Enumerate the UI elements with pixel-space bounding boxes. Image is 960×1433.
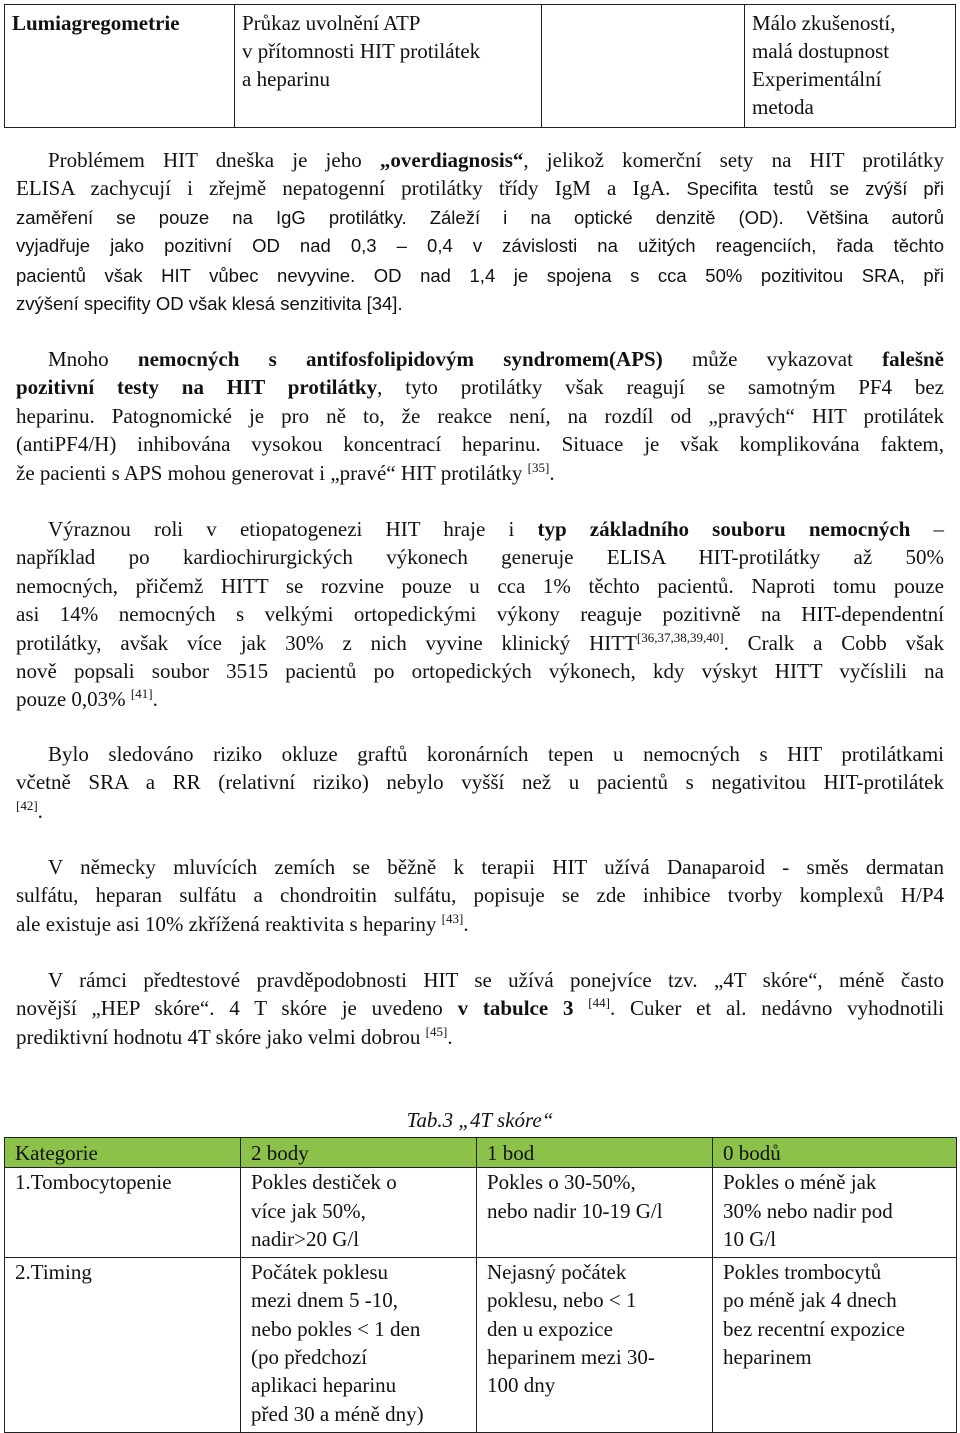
header-category: Kategorie xyxy=(5,1138,241,1168)
table-row xyxy=(5,1258,957,1433)
header-2-points: 2 body xyxy=(241,1138,477,1168)
table-row xyxy=(5,1168,957,1258)
reference-44: [44] xyxy=(588,995,610,1011)
paragraph-aps: Mnoho nemocných s antifosfolipidovým syndromem(APS) může vykazovat falešně pozitivní testy na HIT protilátky, tyto protilátky však reagují se samotným PF4 bez heparinu. Patognomické je pro ně to, že reakce není, na rozdíl od „pravých“ HIT protilátek (antiPF4/H) inhibována vysokou koncentrací heparinu. Situace je však komplikována faktem, že pacienti s APS mohou generovat i „pravé“ HIT protilátky [35]. xyxy=(16,347,944,485)
table-caption: Tab.3 „4T skóre“ xyxy=(406,1108,554,1132)
one-point-cell: Nejasný počátek poklesu, nebo < 1 den u expozice heparinem mezi 30- 100 dny xyxy=(477,1258,713,1433)
methods-table-fragment xyxy=(4,4,956,128)
reference-42: [42] xyxy=(16,797,38,813)
category-cell: 2.Timing xyxy=(5,1258,241,1433)
header-1-point: 1 bod xyxy=(477,1138,713,1168)
paragraph-4t-score: V rámci předtestové pravděpodobnosti HIT se užívá ponejvíce tzv. „4T skóre“, méně často novější „HEP skóre“. 4 T skóre je uvedeno v tabulce 3 [44]. Cuker et al. nedávno vyhodnotili prediktivní hodnotu 4T skóre jako velmi dobrou [45]. xyxy=(16,968,944,1049)
zero-points-cell: Pokles o méně jak 30% nebo nadir pod 10 G/l xyxy=(713,1168,957,1258)
two-points-cell: Pokles destiček o více jak 50%, nadir>20 G/l xyxy=(241,1168,477,1258)
reference-35: [35] xyxy=(527,459,550,475)
table-row xyxy=(5,5,956,128)
paragraph-graft-occlusion: Bylo sledováno riziko okluze graftů koronárních tepen u nemocných s HIT protilátkami včetně SRA a RR (relativní riziko) nebylo vyšší než u pacientů s negativitou HIT-protilátek [42]. xyxy=(16,742,944,823)
zero-points-cell: Pokles trombocytů po méně jak 4 dnech bez recentní expozice heparinem xyxy=(713,1258,957,1433)
paragraph-danaparoid: V německy mluvících zemích se běžně k terapii HIT užívá Danaparoid - směs dermatan sulfátu, heparan sulfátu a chondroitin sulfátu, popisuje se zde inhibice tvorby komplexů H/P4 ale existuje asi 10% zkřížená reaktivita s hepariny [43]. xyxy=(16,855,944,936)
table-header-row xyxy=(5,1138,957,1168)
paragraph-overdiagnosis: Problémem HIT dneška je jeho „overdiagnosis“, jelikož komerční sety na HIT protilátky ELISA zachycují i zřejmě nepatogenní protilátky třídy IgM a IgA. Specifita testů se zvýší při zaměření se pouze na IgG protilátky. Záleží i na optické denzitě (OD). Většina autorů vyjadřuje jako pozitivní OD nad 0,3 – 0,4 v závislosti na užitých reagenciích, řada těchto pacientů však HIT vůbec nevyvine. OD nad 1,4 je spojena s cca 50% pozitivitou SRA, při zvýšení specifity OD však klesá senzitivita [34]. xyxy=(16,148,944,315)
reference-41: [41] xyxy=(130,686,153,702)
reference-45: [45] xyxy=(425,1023,448,1039)
one-point-cell: Pokles o 30-50%, nebo nadir 10-19 G/l xyxy=(477,1168,713,1258)
reference-43: [43] xyxy=(441,910,464,926)
paragraph-etiopathogenesis: Výraznou roli v etiopatogenezi HIT hraje i typ základního souboru nemocných – například po kardiochirurgických výkonech generuje ELISA HIT-protilátky až 50% nemocných, přičemž HITT se rozvine pouze u cca 1% těchto pacientů. Naproti tomu pouze asi 14% nemocných s velkými ortopedickými výkony reaguje pozitivně na HIT-dependentní protilátky, avšak více jak 30% z nich vyvine klinický HITT[36,37,38,39,40]. Cralk a Cobb však nově popsali soubor 3515 pacientů po ortopedických výkonech, kdy výskyt HITT vyčíslili na pouze 0,03% [41]. xyxy=(16,517,945,712)
header-0-points: 0 bodů xyxy=(713,1138,957,1168)
empty-cell xyxy=(542,5,745,128)
4t-score-table xyxy=(4,1137,957,1433)
method-name-cell: Lumiagregometrie xyxy=(5,5,235,128)
category-cell: 1.Tombocytopenie xyxy=(5,1168,241,1258)
reference-36-40: [36,37,38,39,40] xyxy=(636,629,724,645)
notes-cell: Málo zkušeností, malá dostupnost Experimentální metoda xyxy=(745,5,956,128)
principle-cell: Průkaz uvolnění ATP v přítomnosti HIT protilátek a heparinu xyxy=(235,5,542,128)
two-points-cell: Počátek poklesu mezi dnem 5 -10, nebo pokles < 1 den (po předchozí aplikaci heparinu před 30 a méně dny) xyxy=(241,1258,477,1433)
